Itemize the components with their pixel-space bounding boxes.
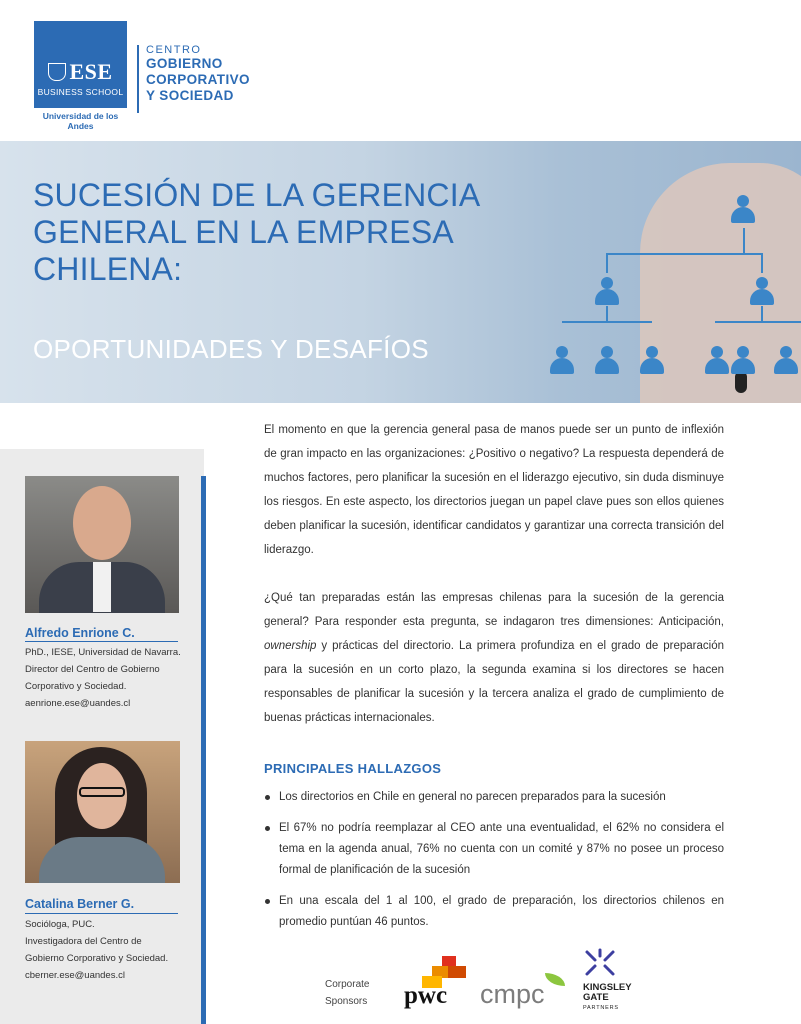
page-title [33, 177, 480, 288]
page-subtitle: OPORTUNIDADES Y DESAFÍOS [33, 334, 429, 364]
org-chart-line [761, 253, 763, 273]
kingsley-gate-logo: KINGSLEY GATE [583, 982, 632, 1003]
person-icon [748, 277, 776, 307]
author-photo [25, 741, 180, 883]
bullet-icon [265, 826, 270, 831]
author-photo [25, 476, 179, 613]
author-info: Socióloga, PUC. Investigadora del Centro de Gobierno Corporativo y Sociedad. cberner.ese@uandes.cl [25, 919, 169, 981]
shield-icon [48, 63, 66, 81]
sidebar-rule [201, 476, 206, 1024]
logo-university: Universidad de los Andes [42, 111, 119, 131]
dimensions-paragraph: ¿Qué tan preparadas están las empresas chilenas para la sucesión de la gerencia general? Para responder esta pregunta, se indagaron tres dimensiones: Anticipación, ownership y prácticas del directorio. La primera profundiza en el grado de preparación para la sucesión en un corto plazo, la segunda examina si los directores se hacen responsables de planificar la sucesión y la tercera analiza el grado de cumplimiento de buenas prácticas internacionales. [264, 592, 724, 724]
leaf-icon [545, 973, 565, 986]
ese-logo [34, 21, 127, 108]
intro-paragraph: El momento en que la gerencia general pasa de manos puede ser un punto de inflexión de gran impacto en las organizaciones: ¿Positivo o negativo? La respuesta dependerá de muchos factores, pero planificar la sucesión en el liderazgo ejecutivo, sin duda disminuye los riesgos. En este aspecto, los directorios juegan un papel clave pues son ellos quienes deben planificar la sucesión, identificar candidatos y garantizar una correcta transición del liderazgo. [264, 424, 724, 556]
centro-line: CORPORATIVO [146, 72, 250, 87]
person-icon [548, 346, 576, 376]
cmpc-logo: cmpc [480, 979, 545, 1009]
author-name-rule [25, 641, 178, 642]
kingsley-gate-partners: PARTNERS [583, 1005, 619, 1011]
person-icon [729, 346, 757, 376]
org-chart-line [761, 306, 763, 322]
person-icon [638, 346, 666, 376]
person-icon [772, 346, 800, 376]
author-name: Catalina Berner G. [25, 897, 135, 911]
org-chart-line [606, 253, 608, 273]
person-icon [593, 346, 621, 376]
centro-name [146, 44, 250, 104]
org-chart-line [715, 321, 801, 323]
person-icon [729, 195, 757, 225]
list-item: En una escala del 1 al 100, el grado de preparación, los directorios chilenos en promedio puntúan 46 puntos. [264, 891, 724, 933]
org-chart-line [606, 253, 762, 255]
centro-line: GOBIERNO [146, 56, 223, 71]
logo-brand: ESE [69, 59, 113, 84]
author-name-rule [25, 913, 178, 914]
list-item: El 67% no podría reemplazar al CEO ante una eventualidad, el 62% no considera el tema en la agenda anual, 76% no cuenta con un comité y 87% no posee un proceso formal de planificación de la sucesión [264, 818, 724, 881]
logo-school: BUSINESS SCHOOL [37, 87, 124, 97]
kingsley-gate-icon [583, 948, 617, 978]
author-info: PhD., IESE, Universidad de Navarra. Director del Centro de Gobierno Corporativo y Sociedad. aenrione.ese@uandes.cl [25, 647, 181, 709]
person-icon [703, 346, 731, 376]
centro-line: CENTRO [146, 44, 202, 56]
bullet-icon [265, 795, 270, 800]
org-chart-line [743, 228, 745, 254]
header-divider [137, 45, 139, 113]
person-icon [593, 277, 621, 307]
pwc-logo: pwc [404, 982, 448, 1009]
bullet-icon [265, 899, 270, 904]
list-item: Los directorios en Chile en general no parecen preparados para la sucesión [264, 787, 724, 808]
title-line: CHILENA: [33, 251, 183, 287]
org-chart-line [606, 306, 608, 322]
title-line: GENERAL EN LA EMPRESA [33, 214, 454, 250]
findings-list [264, 787, 724, 943]
org-chart-line [562, 321, 652, 323]
title-line: SUCESIÓN DE LA GERENCIA [33, 177, 481, 213]
sponsors-label: Corporate Sponsors [325, 979, 370, 1007]
centro-line: Y SOCIEDAD [146, 88, 234, 103]
author-name: Alfredo Enrione C. [25, 626, 135, 640]
findings-heading: PRINCIPALES HALLAZGOS [264, 761, 442, 776]
